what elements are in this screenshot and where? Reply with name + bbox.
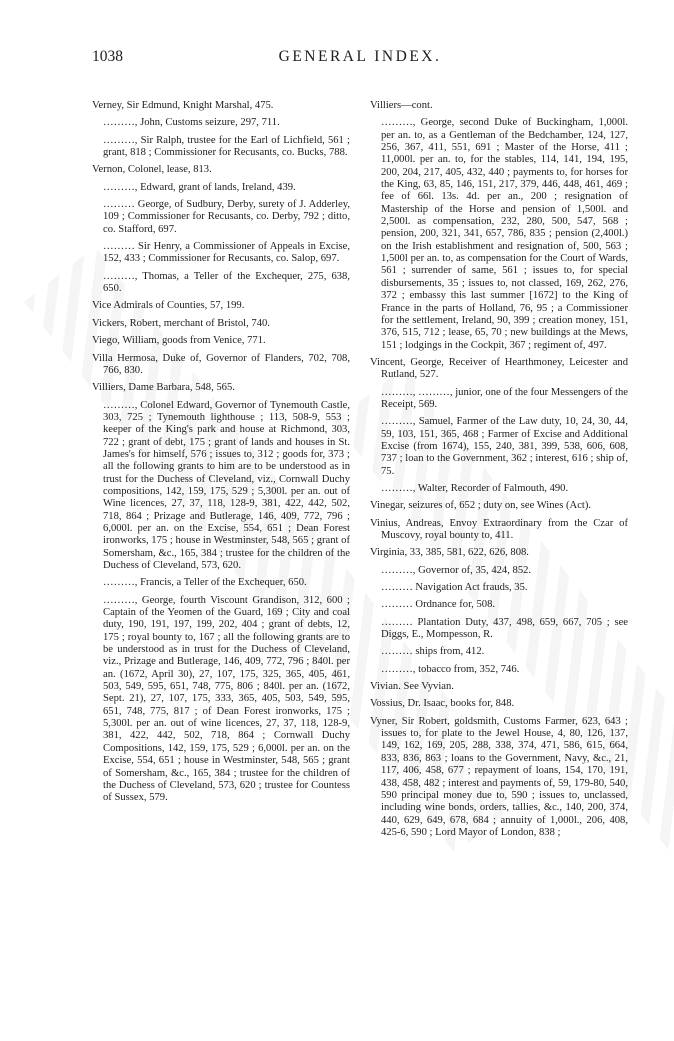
entry-text: ………, Francis, a Teller of the Exchequer, 650. (103, 577, 307, 589)
index-subentry (92, 271, 350, 296)
index-subentry (370, 483, 628, 495)
index-entry (370, 681, 628, 693)
entry-text: ……… George, of Sudbury, Derby, surety of J. Adderley, 109 ; Commissioner for Recusants, co. Derby, 792 ; ditto, co. Stafford, 697. (103, 199, 350, 235)
index-entry (92, 100, 350, 112)
index-entry (92, 164, 350, 176)
index-entry (92, 353, 350, 378)
entry-text: Villiers, Dame Barbara, 548, 565. (92, 382, 235, 394)
entry-text: ………, Edward, grant of lands, Ireland, 439. (103, 181, 296, 193)
entry-text: ………, Samuel, Farmer of the Law duty, 10, 24, 30, 44, 59, 103, 151, 365, 468 ; Farmer of Excise and Additional Excise (from 1674), 155, 240, 381, 399, 538, 606, 608, 737 ; loan to the Government, 362 ; interest, 616 ; ship of, 75. (381, 416, 628, 477)
running-head: GENERAL INDEX. (278, 48, 442, 65)
entry-text: Vivian. See Vyvian. (370, 681, 454, 693)
entry-text: Verney, Sir Edmund, Knight Marshal, 475. (92, 100, 274, 111)
index-column-right (370, 100, 628, 844)
index-entry (370, 716, 628, 839)
index-entry (92, 335, 350, 347)
entry-text: ……… Ordnance for, 508. (381, 599, 496, 611)
entry-text: ………, ………, junior, one of the four Messengers of the Receipt, 569. (381, 386, 628, 410)
index-entry (92, 318, 350, 330)
entry-text: Vyner, Sir Robert, goldsmith, Customs Farmer, 623, 643 ; issues to, for plate to the Jewel House, 4, 80, 126, 137, 149, 162, 169, 205, 288, 338, 374, 471, 586, 615, 664, 833, 836, 863 ; loans to the Government, Navy, &c., 21, 117, 406, 458, 677 ; repayment of loans, 154, 170, 191, 438, 458, 482 ; interest and payments of, 59, 179-80, 540, 590 principal money due to, 590 ; issues to, unclassed, including wine bonds, orders, tallies, &c., 140, 200, 374, 440, 629, 649, 678, 684 ; annuity of 1,000l., 206, 408, 425-6, 590 ; Lord Mayor of London, 838 ; (370, 715, 628, 838)
entry-text: ………, Sir Ralph, trustee for the Earl of Lichfield, 561 ; grant, 818 ; Commissioner for Recusants, co. Bucks, 788. (103, 134, 350, 159)
entry-text: ………, George, second Duke of Buckingham, 1,000l. per an. to, as a Gentleman of the Bedchamber, 124, 127, 256, 367, 411, 551, 691 ; Master of the Horse, 411 ; 11,000l. per an. to, for the stables, 114, 141, 194, 195, 200, 204, 217, 405, 432, 440 ; payments to, for horses for the King, 63, 85, 146, 151, 217, 379, 446, 448, 461, 469 ; fee of 66l. 13s. 4d. per an., 200 ; resignation of Mastership of the Horse and pension of 1,500l. and 2,500l. as compensation, 232, 280, 500, 547, 568 ; pension, 200, 321, 341, 657, 786, 835 ; pension (2,400l.) on the Irish establishment and resignation of, 500, 563 ; 1,500l per an. to, as compensation for the Court of Wards, 561 ; surrender of same, 561 ; issues to, for special disbursements, 35 ; issues to, not classed, 169, 262, 276, 372 ; embassy this last summer [1672] to the King of France in the parts of Holland, 76, 95 ; a Commissioner for the settlement, Ireland, 90, 399 ; creation money, 151, 376, 515, 712 ; lease, 65, 70 ; new buildings at the Mews, 151 ; lodgings in the Cockpit, 367 ; regiment of, 497. (381, 117, 628, 351)
entry-text: ……… Navigation Act frauds, 35. (381, 582, 528, 594)
entry-text: ………, George, fourth Viscount Grandison, 312, 600 ; Captain of the Yeomen of the Guard, 169 ; City and coal duty, 190, 191, 197, 199, 202, 404 ; grant of debts, 12, 175 ; royal bounty to, 167 ; all the following grants are to be understood as in trust for the Duchess of Cleveland, viz., Prizage and Butlerage, 146, 409, 772, 796 ; 840l. per an. (1672, April 30), 27, 107, 175, 325, 365, 405, 461, 503, 549, 595, 651, 748, 775, 806 ; 840l. per an. (1672, Sept. 21), 27, 107, 175, 333, 365, 405, 503, 549, 595, 651, 748, 775, 817 ; of Dean Forest ironworks, 175 ; 5,300l. per an. out of wine licences, 27, 37, 118, 128-9, 381, 422, 442, 502, 718, 864 ; Cornwall Duchy Compositions, 142, 159, 175, 529 ; 6,000l. per an. on the Excise, 554, 651 ; house in Westminster, 548, 565 ; grant of Somersham, &c., 165, 384 ; trustee for the children of the Duchess of Cleveland, 573, 620 ; trustee for Countess of Sussex, 579. (103, 594, 350, 804)
entry-text: Vincent, George, Receiver of Hearthmoney, Leicester and Rutland, 527. (370, 356, 628, 381)
index-subentry (370, 117, 628, 352)
index-subentry (370, 416, 628, 478)
entry-text: Vinegar, seizures of, 652 ; duty on, see Wines (Act). (370, 500, 592, 512)
entry-text: Vinius, Andreas, Envoy Extraordinary from the Czar of Muscovy, royal bounty to, 411. (370, 517, 628, 541)
index-subentry (92, 199, 350, 236)
entry-text: Villiers—cont. (370, 100, 433, 111)
index-entry (370, 698, 628, 710)
index-subentry (370, 664, 628, 676)
entry-text: ………, Thomas, a Teller of the Exchequer, 275, 638, 650. (103, 270, 350, 295)
index-entry (92, 300, 350, 312)
index-entry (370, 100, 628, 112)
page-header (92, 48, 628, 70)
page-number: 1038 (92, 48, 123, 65)
index-subentry (92, 135, 350, 160)
index-subentry (92, 400, 350, 573)
entry-text: ……… Plantation Duty, 437, 498, 659, 667, 705 ; see Diggs, E., Mompesson, R. (381, 616, 628, 641)
entry-text: Vossius, Dr. Isaac, books for, 848. (370, 698, 515, 710)
entry-text: Vernon, Colonel, lease, 813. (92, 164, 212, 176)
index-subentry (370, 617, 628, 642)
index-column-left (92, 100, 350, 810)
index-entry (92, 382, 350, 394)
index-subentry (370, 599, 628, 611)
index-entry (370, 547, 628, 559)
index-subentry (92, 182, 350, 194)
entry-text: ………, tobacco from, 352, 746. (381, 663, 520, 675)
index-entry (370, 518, 628, 543)
index-subentry (92, 577, 350, 589)
entry-text: Vice Admirals of Counties, 57, 199. (92, 300, 245, 312)
entry-text: Virginia, 33, 385, 581, 622, 626, 808. (370, 547, 529, 559)
entry-text: Viego, William, goods from Venice, 771. (92, 335, 266, 347)
entry-text: ……… Sir Henry, a Commissioner of Appeals in Excise, 152, 433 ; Commissioner for Recusants, co. Salop, 697. (103, 241, 350, 265)
entry-text: ………, Governor of, 35, 424, 852. (381, 564, 532, 576)
index-subentry (370, 565, 628, 577)
index-subentry (370, 646, 628, 658)
entry-text: ………, Walter, Recorder of Falmouth, 490. (381, 482, 569, 494)
index-subentry (92, 117, 350, 129)
index-subentry (370, 387, 628, 412)
index-subentry (92, 595, 350, 805)
index-subentry (92, 241, 350, 266)
index-subentry (370, 582, 628, 594)
entry-text: ………, John, Customs seizure, 297, 711. (103, 117, 280, 129)
entry-text: Villa Hermosa, Duke of, Governor of Flanders, 702, 708, 766, 830. (92, 352, 350, 376)
entry-text: Vickers, Robert, merchant of Bristol, 740. (92, 317, 270, 329)
entry-text: ………, Colonel Edward, Governor of Tynemouth Castle, 303, 725 ; Tynemouth lighthouse ; 113, 508-9, 553 ; keeper of the King's park and house at Richmond, 303, 722 ; grant of debt, 175 ; grant of lands and houses in St. James's for himself, 576 ; issues to, 312 ; goods for, 373 ; all the following grants to him are to be understood as in trust for the Duchess of Cleveland, viz., Cornwall Duchy compositions, 142, 159, 175, 529 ; 5,300l. per an. out of Wine licences, 27, 37, 118, 128-9, 381, 422, 442, 502, 718, 864 ; Prizage and Butlerage, 146, 409, 772, 796 ; 6,000l. per an. on the Excise, 554, 651 ; Dean Forest ironworks, 175 ; house in Westminster, 548, 565 ; grant of Somersham, &c., 165, 384 ; trustee for the children of the Duchess of Cleveland, 573, 620. (103, 399, 350, 571)
index-entry (370, 500, 628, 512)
index-entry (370, 357, 628, 382)
entry-text: ……… ships from, 412. (381, 646, 485, 658)
